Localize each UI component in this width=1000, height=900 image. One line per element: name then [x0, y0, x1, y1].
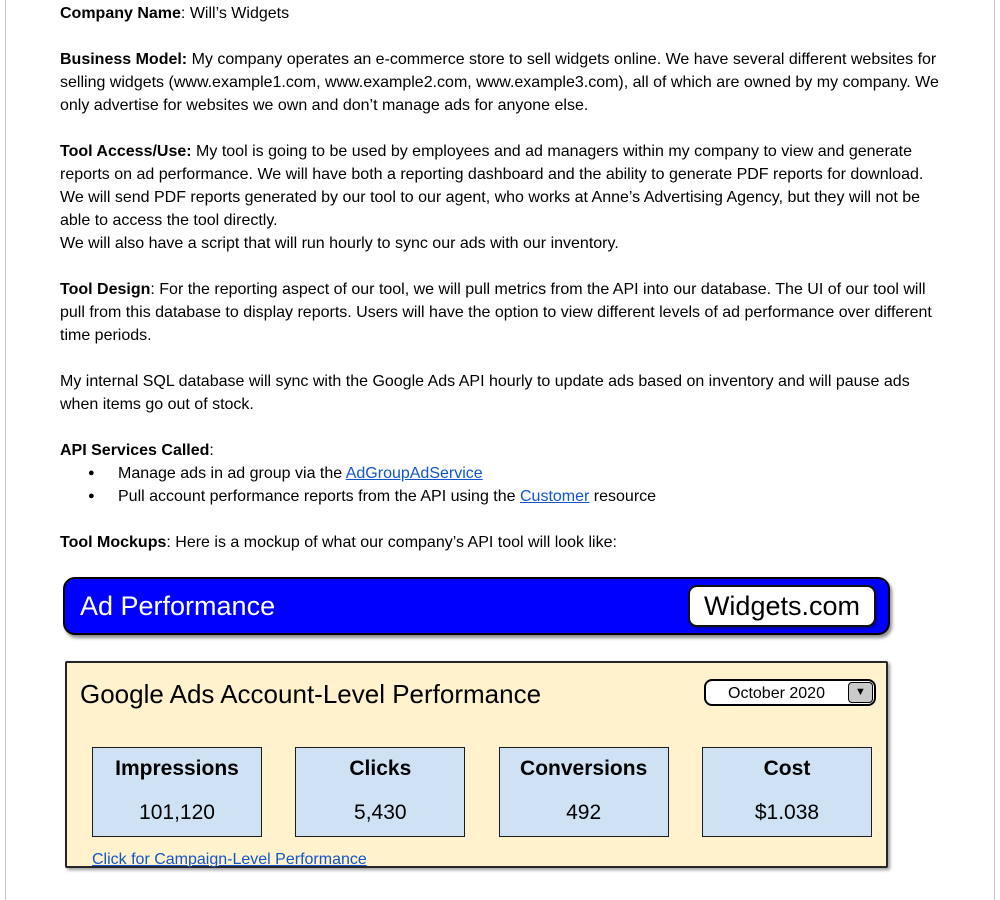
bullet-pre-text: Pull account performance reports from the API using the [118, 488, 520, 505]
business-model-label: Business Model: [60, 51, 188, 68]
metric-value: 492 [566, 801, 602, 824]
paragraph-company-name [60, 2, 940, 25]
api-services-colon: : [209, 442, 214, 459]
month-dropdown[interactable] [704, 679, 876, 706]
paragraph-tool-access [60, 140, 940, 255]
campaign-level-link-row [92, 850, 886, 869]
tool-design-label: Tool Design [60, 281, 151, 298]
page-left-edge [5, 0, 6, 900]
api-services-label: API Services Called [60, 442, 210, 459]
metric-card-cost [702, 747, 872, 837]
sql-note-text: My internal SQL database will sync with the Google Ads API hourly to update ads based on inventory and will pause ads when items go out of stock. [60, 373, 910, 413]
metric-cards-row [67, 747, 886, 837]
metric-card-conversions [499, 747, 669, 837]
campaign-level-performance-link[interactable]: Click for Campaign-Level Performance [92, 851, 367, 868]
list-item [60, 462, 940, 485]
metric-value: 101,120 [139, 801, 215, 824]
business-model-text: My company operates an e-commerce store to sell widgets online. We have several different websites for selling widgets (www.example1.com, www.example2.com, www.example3.com), all of which are owned by my company. We only advertise for websites we own and don’t manage ads for anyone else. [60, 51, 939, 114]
dropdown-arrow-icon[interactable]: ▼ [848, 682, 873, 703]
company-name-value: : Will’s Widgets [180, 5, 290, 22]
widgets-site-button[interactable]: Widgets.com [688, 585, 876, 627]
tool-access-text: My tool is going to be used by employees and ad managers within my company to view and generate reports on ad performance. We will have both a reporting dashboard and the ability to generate PDF reports for download. We will send PDF reports generated by our tool to our agent, who works at Anne’s Advertising Agency, but they will not be able to access the tool directly. [60, 143, 924, 229]
page-right-edge [994, 0, 995, 900]
bullet-post-text: resource [589, 488, 657, 505]
tool-mockups-text: : Here is a mockup of what our company’s API tool will look like: [166, 534, 617, 551]
mockup-header-title: Ad Performance [80, 590, 276, 621]
list-item [60, 485, 940, 508]
document-body [60, 2, 940, 868]
metric-card-clicks [295, 747, 465, 837]
paragraph-tool-mockups [60, 531, 940, 554]
paragraph-api-services [60, 439, 940, 462]
customer-link[interactable]: Customer [519, 488, 590, 505]
api-services-list [60, 462, 940, 508]
tool-mockups-label: Tool Mockups [60, 534, 167, 551]
panel-title: Google Ads Account-Level Performance [80, 679, 542, 709]
tool-access-label: Tool Access/Use: [60, 143, 192, 160]
metric-value: $1.038 [754, 801, 820, 824]
metric-label: Cost [763, 757, 811, 780]
adgroupadservice-link[interactable]: AdGroupAdService [345, 465, 483, 482]
metric-card-impressions [92, 747, 262, 837]
metric-label: Conversions [520, 757, 648, 780]
metric-label: Clicks [349, 757, 412, 780]
month-dropdown-value: October 2020 [728, 685, 825, 702]
account-performance-panel [65, 661, 888, 868]
company-name-label: Company Name [60, 5, 181, 22]
panel-header-row [67, 663, 886, 709]
metric-label: Impressions [115, 757, 239, 780]
mockup-header-bar [63, 577, 890, 635]
tool-access-line2: We will also have a script that will run hourly to sync our ads with our inventory. [60, 235, 619, 252]
paragraph-tool-design [60, 278, 940, 347]
bullet-pre-text: Manage ads in ad group via the [118, 465, 346, 482]
metric-value: 5,430 [354, 801, 407, 824]
tool-design-text: : For the reporting aspect of our tool, we will pull metrics from the API into our database. The UI of our tool will pull from this database to display reports. Users will have the option to view different levels of ad performance over different time periods. [60, 281, 932, 344]
paragraph-sql-note [60, 370, 940, 416]
paragraph-business-model [60, 48, 940, 117]
